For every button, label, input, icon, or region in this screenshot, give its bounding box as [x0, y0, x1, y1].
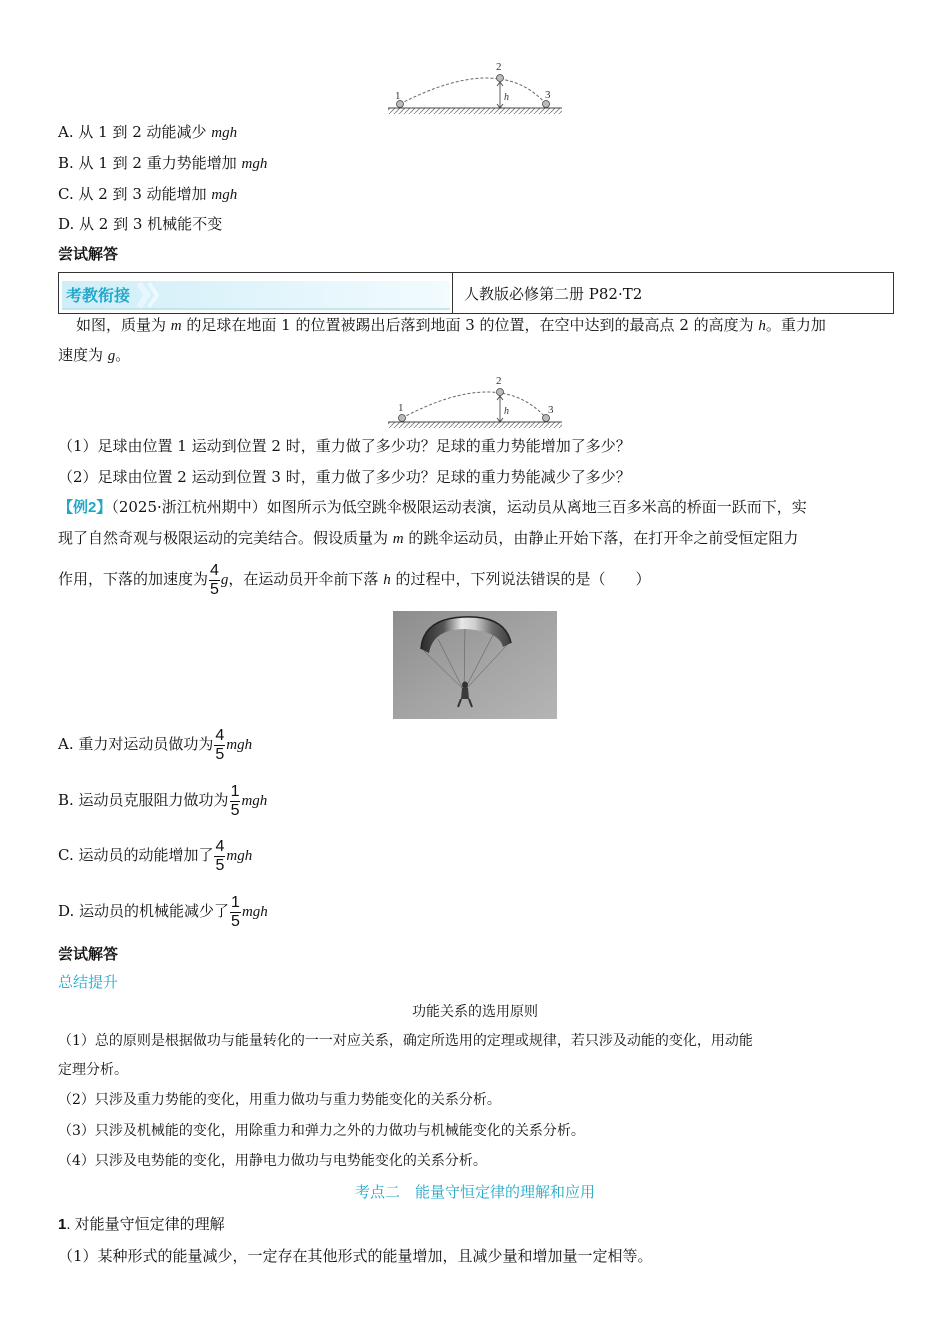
height-label: h [504, 406, 509, 417]
textbook-source: 人教版必修第二册 P82·T2 [464, 285, 643, 303]
example2-option-d: D. 运动员的机械能减少了 $\frac{1}{5}$ mgh [58, 893, 268, 930]
example2-option-a: A. 重力对运动员做功为 $\frac{4}{5}$ mgh [58, 726, 253, 763]
summary-point-1b: 定理分析。 [58, 1062, 128, 1078]
fraction: $\frac{4}{5}$ [210, 561, 219, 598]
point-2-label: 2 [496, 61, 502, 73]
point-3-label: 3 [548, 404, 554, 416]
textbook-question-2: （2）足球由位置 2 运动到位置 3 时，重力做了多少功？足球的重力势能减少了多少？ [58, 468, 631, 486]
point-2-label: 2 [496, 375, 502, 387]
example2-line3: 作用，下落的加速度为 $\frac{4}{5}$ g，在运动员开伞前下落 h 的过程中，下列说法错误的是（ ） [58, 561, 651, 598]
try-answer-heading: 尝试解答 [58, 246, 119, 263]
example-tag: 【例2】 [58, 499, 112, 516]
projectile-diagram-1 [385, 58, 565, 120]
summary-point-2: （2）只涉及重力势能的变化，用重力做功与重力势能变化的关系分析。 [58, 1092, 501, 1108]
textbook-paragraph-line2: 速度为 g。 [58, 346, 131, 364]
textbook-paragraph-line1: 如图，质量为 m 的足球在地面 1 的位置被踢出后落到地面 3 的位置，在空中达到的最高点 2 的高度为 h。重力加 [76, 316, 826, 334]
fraction: $\frac{1}{5}$ [230, 782, 240, 819]
example2-line1: 【例2】（2025·浙江杭州期中）如图所示为低空跳伞极限运动表演，运动员从离地三百多米高的桥面一跃而下，实 [58, 498, 807, 516]
fraction: $\frac{4}{5}$ [215, 726, 225, 763]
height-label: h [504, 92, 509, 103]
section-title: 考点二 能量守恒定律的理解和应用 [354, 1184, 595, 1201]
example2-line2: 现了自然奇观与极限运动的完美结合。假设质量为 m 的跳伞运动员，由静止开始下落，在打开伞之前受恒定阻力 [58, 529, 799, 547]
option-a: A. 从 1 到 2 动能减少 mgh [58, 123, 238, 141]
section-subheading: 1. 对能量守恒定律的理解 [58, 1216, 225, 1233]
option-b: B. 从 1 到 2 重力势能增加 mgh [58, 154, 268, 172]
textbook-question-1: （1）足球由位置 1 运动到位置 2 时，重力做了多少功？足球的重力势能增加了多少？ [58, 437, 631, 455]
option-d: D. 从 2 到 3 机械能不变 [58, 215, 223, 233]
option-c: C. 从 2 到 3 动能增加 mgh [58, 185, 238, 203]
textbook-link-label: 考教衔接 [66, 286, 131, 305]
point-1-label: 1 [398, 402, 404, 414]
textbook-link-box [58, 272, 894, 314]
projectile-diagram-2 [385, 372, 565, 434]
point-1-label: 1 [395, 90, 401, 102]
summary-label: 总结提升 [58, 974, 119, 991]
summary-point-4: （4）只涉及电势能的变化，用静电力做功与电势能变化的关系分析。 [58, 1153, 487, 1169]
parachute-photo [393, 611, 557, 719]
summary-title: 功能关系的选用原则 [412, 1003, 538, 1019]
textbook-link-banner [59, 273, 452, 313]
point-3-label: 3 [545, 89, 551, 101]
example2-option-b: B. 运动员克服阻力做功为 $\frac{1}{5}$ mgh [58, 782, 268, 819]
section-paragraph-1: （1）某种形式的能量减少，一定存在其他形式的能量增加，且减少量和增加量一定相等。 [58, 1247, 653, 1265]
summary-point-3: （3）只涉及机械能的变化，用除重力和弹力之外的力做功与机械能变化的关系分析。 [58, 1123, 585, 1139]
example2-option-c: C. 运动员的动能增加了 $\frac{4}{5}$ mgh [58, 837, 253, 874]
summary-point-1a: （1）总的原则是根据做功与能量转化的一一对应关系，确定所选用的定理或规律，若只涉及动能的变化，用动能 [58, 1033, 753, 1049]
fraction: $\frac{1}{5}$ [231, 893, 240, 930]
try-answer-heading-2: 尝试解答 [58, 946, 119, 963]
fraction: $\frac{4}{5}$ [215, 837, 225, 874]
